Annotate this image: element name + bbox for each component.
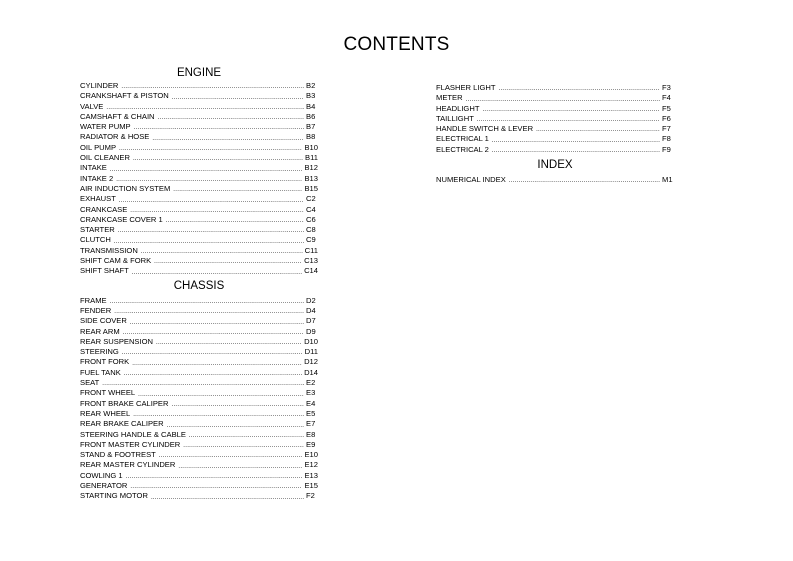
engine-entry-row[interactable] xyxy=(80,174,318,184)
toc-entry-page: F8 xyxy=(662,134,671,144)
dot-leader xyxy=(141,246,303,256)
dot-leader xyxy=(132,357,302,367)
toc-entry-page: B13 xyxy=(304,173,318,183)
engine-entry-row[interactable] xyxy=(80,122,318,132)
toc-entry-label: CRANKCASE xyxy=(80,204,128,214)
dot-leader xyxy=(492,134,660,144)
toc-entry-page: F4 xyxy=(662,93,671,103)
toc-entry-label: REAR MASTER CYLINDER xyxy=(80,460,176,470)
toc-entry-page: B12 xyxy=(304,163,318,173)
toc-entry-page: B2 xyxy=(306,81,316,90)
toc-entry-label: SEAT xyxy=(80,378,100,388)
toc-entry-page: D9 xyxy=(306,326,316,336)
page-title: CONTENTS xyxy=(343,34,450,55)
toc-entry-page: B11 xyxy=(305,153,318,163)
dot-leader xyxy=(133,153,303,163)
toc-entry-page: M1 xyxy=(662,175,673,185)
chassis-entry-row[interactable] xyxy=(80,357,318,367)
toc-entry-label: ELECTRICAL 1 xyxy=(436,134,489,144)
dot-leader xyxy=(130,205,304,215)
toc-entry-page: E4 xyxy=(306,398,316,408)
chassis-entry-row[interactable] xyxy=(80,306,318,316)
toc-entry-label: FRONT BRAKE CALIPER xyxy=(80,398,169,408)
toc-entry-page: D12 xyxy=(304,357,318,367)
dot-leader xyxy=(173,184,302,194)
section-heading-index: INDEX xyxy=(537,159,573,172)
dot-leader xyxy=(118,225,304,235)
dot-leader xyxy=(102,378,304,388)
toc-entry-page: B10 xyxy=(304,142,318,152)
engine-entry-row[interactable] xyxy=(80,143,318,153)
chassis-entry-row[interactable] xyxy=(80,430,318,440)
dot-leader xyxy=(152,132,304,142)
engine-entry-row[interactable] xyxy=(80,81,318,91)
dot-leader xyxy=(158,112,304,122)
chassis-entry-row[interactable] xyxy=(80,491,318,501)
dot-leader xyxy=(138,388,304,398)
contents-left-column xyxy=(80,66,318,502)
toc-entry-label: FENDER xyxy=(80,305,112,315)
toc-entry-label: AIR INDUCTION SYSTEM xyxy=(80,183,171,193)
toc-entry-page: E13 xyxy=(304,470,318,480)
electrical-entry-row[interactable] xyxy=(436,114,674,124)
section-heading-engine: ENGINE xyxy=(176,67,222,79)
toc-entry-label: STARTER xyxy=(80,225,115,235)
toc-entry-page: C6 xyxy=(306,214,316,224)
engine-entry-row[interactable] xyxy=(80,112,318,122)
toc-entry-page: E2 xyxy=(306,378,316,388)
dot-leader xyxy=(123,327,304,337)
toc-entry-label: FLASHER LIGHT xyxy=(436,83,496,92)
engine-entries xyxy=(80,81,318,277)
dot-leader xyxy=(159,450,303,460)
engine-entry-row[interactable] xyxy=(80,205,318,215)
chassis-entry-row[interactable] xyxy=(80,337,318,347)
toc-entry-label: REAR BRAKE CALIPER xyxy=(80,419,164,429)
electrical-entry-row[interactable] xyxy=(436,93,674,103)
dot-leader xyxy=(110,163,303,173)
toc-entry-page: F3 xyxy=(662,83,671,92)
toc-entry-label: STARTING MOTOR xyxy=(80,491,148,501)
toc-entry-page: C13 xyxy=(304,256,318,266)
toc-entry-label: CRANKSHAFT & PISTON xyxy=(80,91,169,101)
toc-entry-label: STEERING HANDLE & CABLE xyxy=(80,429,186,439)
engine-entry-row[interactable] xyxy=(80,163,318,173)
toc-entry-page: B6 xyxy=(306,111,316,121)
chassis-entry-row[interactable] xyxy=(80,296,318,306)
dot-leader xyxy=(133,409,304,419)
toc-entry-page: B8 xyxy=(306,132,316,142)
dot-leader xyxy=(492,145,660,155)
index-entries xyxy=(436,175,674,185)
toc-entry-label: VALVE xyxy=(80,101,104,111)
toc-entry-label: EXHAUST xyxy=(80,194,116,204)
toc-entry-page: F6 xyxy=(662,113,671,123)
dot-leader xyxy=(134,122,304,132)
toc-entry-page: C9 xyxy=(306,235,316,245)
toc-entry-page: E5 xyxy=(306,408,316,418)
engine-entry-row[interactable] xyxy=(80,184,318,194)
dot-leader xyxy=(499,83,661,93)
chassis-entry-row[interactable] xyxy=(80,419,318,429)
chassis-entry-row[interactable] xyxy=(80,327,318,337)
engine-entry-row[interactable] xyxy=(80,132,318,142)
toc-entry-label: CRANKCASE COVER 1 xyxy=(80,214,163,224)
chassis-entry-row[interactable] xyxy=(80,368,318,378)
electrical-entry-row[interactable] xyxy=(436,104,674,114)
toc-entry-page: E3 xyxy=(306,388,316,398)
toc-entry-page: D4 xyxy=(306,305,316,315)
dot-leader xyxy=(178,460,302,470)
toc-entry-page: C11 xyxy=(304,245,318,255)
toc-entry-label: CAMSHAFT & CHAIN xyxy=(80,111,155,121)
toc-entry-label: FRONT MASTER CYLINDER xyxy=(80,439,181,449)
toc-entry-label: OIL PUMP xyxy=(80,142,117,152)
toc-entry-label: CLUTCH xyxy=(80,235,111,245)
dot-leader xyxy=(151,491,304,501)
toc-entry-page: E8 xyxy=(306,429,316,439)
engine-entry-row[interactable] xyxy=(80,215,318,225)
chassis-entry-row[interactable] xyxy=(80,471,318,481)
toc-entry-label: FRAME xyxy=(80,295,107,305)
dot-leader xyxy=(119,143,302,153)
toc-entry-page: D10 xyxy=(304,336,318,346)
chassis-entry-row[interactable] xyxy=(80,316,318,326)
engine-entry-row[interactable] xyxy=(80,225,318,235)
toc-entry-label: NUMERICAL INDEX xyxy=(436,175,506,185)
toc-entry-label: METER xyxy=(436,93,463,103)
chassis-entry-row[interactable] xyxy=(80,460,318,470)
toc-entry-label: SHIFT CAM & FORK xyxy=(80,256,152,266)
electrical-entry-row[interactable] xyxy=(436,124,674,134)
toc-entry-page: C2 xyxy=(306,194,316,204)
toc-entry-page: D7 xyxy=(306,316,316,326)
dot-leader xyxy=(110,296,304,306)
toc-entry-label: RADIATOR & HOSE xyxy=(80,132,150,142)
engine-entry-row[interactable] xyxy=(80,266,318,276)
index-entry-row[interactable] xyxy=(436,175,674,185)
electrical-entry-row[interactable] xyxy=(436,145,674,155)
electrical-entry-row[interactable] xyxy=(436,134,674,144)
toc-entry-label: REAR WHEEL xyxy=(80,408,131,418)
toc-entry-label: ELECTRICAL 2 xyxy=(436,144,489,154)
toc-entry-label: FUEL TANK xyxy=(80,367,121,377)
toc-entry-label: TAILLIGHT xyxy=(436,113,474,123)
toc-entry-page: C8 xyxy=(306,225,316,235)
dot-leader xyxy=(114,235,304,245)
toc-entry-page: B4 xyxy=(306,101,316,111)
toc-entry-label: COWLING 1 xyxy=(80,470,123,480)
dot-leader xyxy=(477,114,660,124)
toc-entry-page: B7 xyxy=(306,122,316,132)
contents-right-column xyxy=(436,83,674,185)
chassis-entry-row[interactable] xyxy=(80,347,318,357)
chassis-entry-row[interactable] xyxy=(80,399,318,409)
dot-leader xyxy=(130,316,304,326)
dot-leader xyxy=(119,194,304,204)
dot-leader xyxy=(126,471,303,481)
chassis-entry-row[interactable] xyxy=(80,388,318,398)
toc-entry-page: F7 xyxy=(662,124,671,134)
toc-entry-page: E10 xyxy=(304,450,318,460)
toc-entry-page: C4 xyxy=(306,204,316,214)
toc-entry-page: D2 xyxy=(306,295,316,305)
dot-leader xyxy=(156,337,302,347)
dot-leader xyxy=(132,266,302,276)
dot-leader xyxy=(116,174,302,184)
toc-entry-page: E15 xyxy=(304,480,318,490)
engine-entry-row[interactable] xyxy=(80,102,318,112)
engine-entry-row[interactable] xyxy=(80,246,318,256)
engine-entry-row[interactable] xyxy=(80,91,318,101)
dot-leader xyxy=(536,124,660,134)
toc-entry-label: SHIFT SHAFT xyxy=(80,266,129,276)
dot-leader xyxy=(154,256,302,266)
toc-entry-label: REAR ARM xyxy=(80,326,120,336)
chassis-entry-row[interactable] xyxy=(80,409,318,419)
dot-leader xyxy=(106,102,304,112)
toc-entry-page: B3 xyxy=(306,91,316,101)
dot-leader xyxy=(509,175,660,185)
toc-entry-label: FRONT FORK xyxy=(80,357,130,367)
toc-entry-label: WATER PUMP xyxy=(80,122,131,132)
toc-entry-label: STEERING xyxy=(80,347,119,357)
toc-entry-label: CYLINDER xyxy=(80,81,119,90)
electrical-entries xyxy=(436,83,674,155)
toc-entry-label: OIL CLEANER xyxy=(80,153,130,163)
dot-leader xyxy=(121,81,304,91)
toc-entry-page: F2 xyxy=(306,491,315,501)
dot-leader xyxy=(166,215,304,225)
dot-leader xyxy=(122,347,303,357)
dot-leader xyxy=(130,481,302,491)
toc-entry-label: STAND & FOOTREST xyxy=(80,450,156,460)
chassis-entries xyxy=(80,296,318,502)
toc-entry-page: F5 xyxy=(662,103,671,113)
toc-entry-label: INTAKE 2 xyxy=(80,173,114,183)
toc-entry-label: INTAKE xyxy=(80,163,107,173)
toc-entry-page: D14 xyxy=(304,367,318,377)
toc-entry-page: B15 xyxy=(304,183,318,193)
dot-leader xyxy=(482,104,660,114)
dot-leader xyxy=(189,430,304,440)
dot-leader xyxy=(114,306,304,316)
toc-entry-label: GENERATOR xyxy=(80,480,128,490)
dot-leader xyxy=(124,368,302,378)
toc-entry-label: TRANSMISSION xyxy=(80,245,138,255)
toc-entry-label: REAR SUSPENSION xyxy=(80,336,154,346)
toc-entry-page: E9 xyxy=(306,439,316,449)
dot-leader xyxy=(183,440,304,450)
chassis-entry-row[interactable] xyxy=(80,481,318,491)
engine-entry-row[interactable] xyxy=(80,194,318,204)
toc-entry-page: F9 xyxy=(662,144,671,154)
dot-leader xyxy=(466,93,660,103)
toc-entry-page: D11 xyxy=(304,347,318,357)
engine-entry-row[interactable] xyxy=(80,153,318,163)
engine-entry-row[interactable] xyxy=(80,256,318,266)
dot-leader xyxy=(172,91,304,101)
toc-entry-page: E12 xyxy=(304,460,318,470)
chassis-entry-row[interactable] xyxy=(80,440,318,450)
toc-entry-label: SIDE COVER xyxy=(80,316,127,326)
dot-leader xyxy=(167,419,304,429)
toc-entry-label: HANDLE SWITCH & LEVER xyxy=(436,124,534,134)
electrical-entry-row[interactable] xyxy=(436,83,674,93)
toc-entry-page: C14 xyxy=(304,266,318,276)
toc-entry-label: HEADLIGHT xyxy=(436,103,480,113)
engine-entry-row[interactable] xyxy=(80,235,318,245)
toc-entry-label: FRONT WHEEL xyxy=(80,388,136,398)
dot-leader xyxy=(171,399,304,409)
chassis-entry-row[interactable] xyxy=(80,450,318,460)
section-heading-chassis: CHASSIS xyxy=(173,279,225,292)
chassis-entry-row[interactable] xyxy=(80,378,318,388)
toc-entry-page: E7 xyxy=(306,419,316,429)
